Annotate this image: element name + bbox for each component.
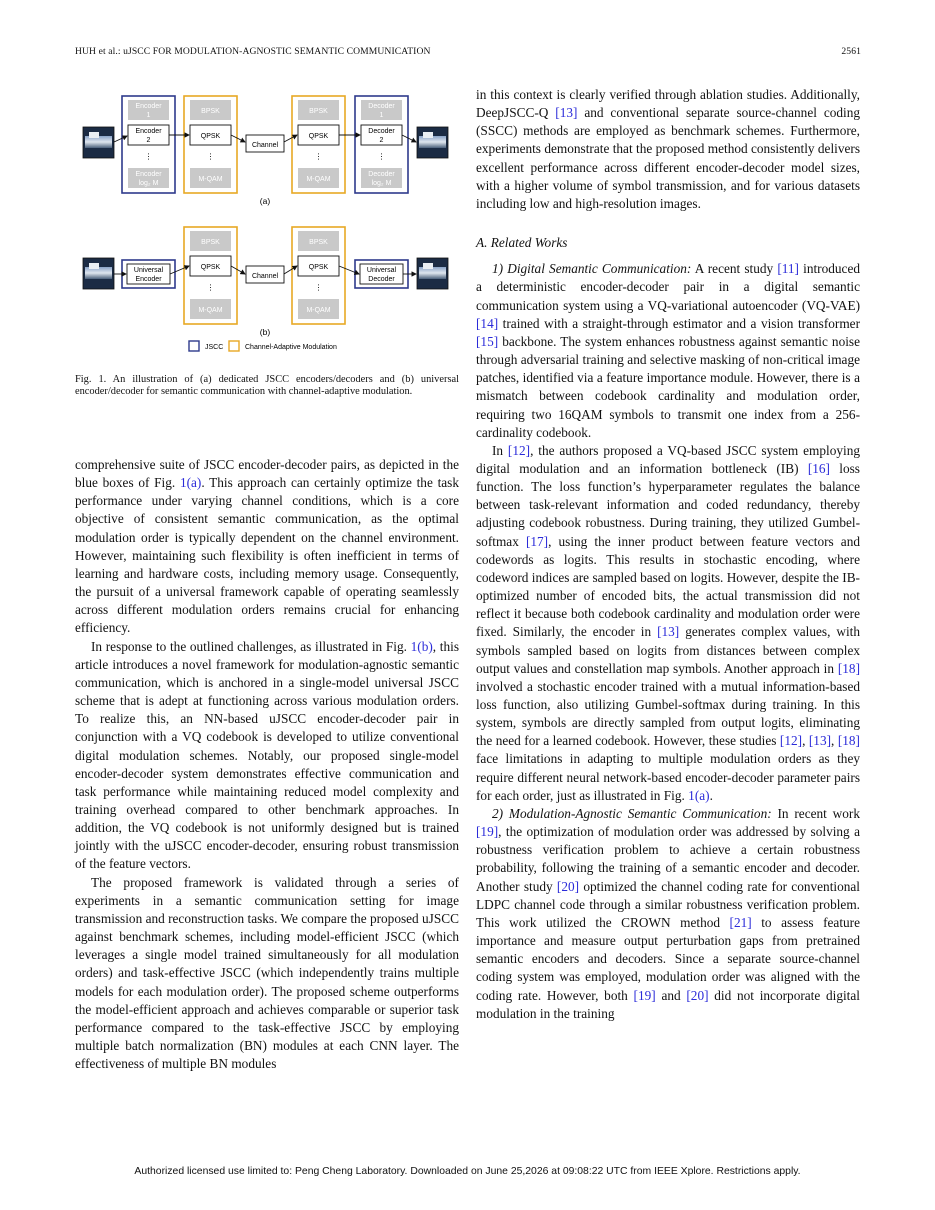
output-image-a: [417, 127, 448, 158]
citation-link[interactable]: [13]: [555, 105, 578, 121]
left-column: [75, 456, 459, 1073]
text: did not incorporate digital modulation in the training: [476, 987, 860, 1021]
bpsk-label: BPSK: [309, 239, 328, 246]
bpsk-label: BPSK: [309, 108, 328, 115]
universal-decoder-label: Universal: [366, 267, 397, 274]
mod-dots: ⋮: [206, 152, 215, 161]
input-image-a: [83, 127, 114, 158]
mod-dots: ⋮: [206, 283, 215, 292]
mod-dots: ⋮: [314, 283, 323, 292]
paragraph: [476, 86, 860, 213]
figure-ref[interactable]: 1(a): [688, 787, 710, 803]
encoder-1-index: 1: [146, 112, 151, 119]
text: optimized the channel coding rate for conventional LDPC channel code through a similar robustness verification problem. This work utilized the CROWN method: [476, 878, 860, 930]
legend-jscc-swatch: [189, 341, 199, 351]
encoder-2-index: 2: [146, 137, 151, 144]
text: . This approach can certainly optimize the task performance under varying channel conditions, which is a core objective of consistent semantic communication, as the optimal modulation order is typically dependent on the channel environment. However, maintaining such flexibility is often inefficient in terms of learning and hardware costs, including memory usage. Consequently, the pursuit of a universal framework capable of operating seamlessly across different modulation orders remains crucial for enhancing efficiency.: [75, 475, 459, 636]
text: in this context is clearly verified through ablation studies. Additionally, DeepJSCC-Q: [476, 87, 860, 121]
subfigure-label-b: (b): [259, 327, 271, 337]
figure-1a: [83, 96, 448, 206]
legend-cam-swatch: [229, 341, 239, 351]
text: .: [709, 787, 713, 803]
paragraph: [476, 805, 860, 1023]
paragraph: [75, 638, 459, 874]
encoder-log-index: log₂ M: [138, 180, 159, 187]
figure-ref[interactable]: 1(a): [179, 475, 202, 491]
text: loss function. The loss function’s hyperparameter regulates the balance between task-relevant information and coded redundancy, thereby adjusting codebook robustness. During training, they utilized Gumbel-softmax: [476, 460, 860, 549]
text: trained with a straight-through estimator and a vision transformer: [498, 315, 860, 331]
paragraph: [476, 260, 860, 442]
section-heading: A. Related Works: [476, 235, 568, 251]
text: introduced a deterministic encoder-decoder pair in a digital semantic communication system using a VQ-variational autoencoder (VQ-VAE): [476, 261, 861, 313]
citation-link[interactable]: [19]: [476, 824, 499, 840]
qpsk-label: QPSK: [308, 133, 329, 140]
citation-link[interactable]: [15]: [476, 333, 499, 349]
figure-ref[interactable]: 1(b): [410, 638, 433, 654]
paragraph: [476, 442, 860, 805]
mqam-label: M-QAM: [306, 176, 331, 183]
right-column: [476, 86, 860, 1023]
text: A recent study: [691, 261, 778, 277]
text: , the authors proposed a VQ-based JSCC system employing digital modulation and an information bottleneck (IB): [476, 442, 860, 476]
bpsk-label: BPSK: [201, 108, 220, 115]
citation-link[interactable]: [12]: [779, 733, 803, 749]
citation-link[interactable]: [16]: [807, 460, 830, 476]
text: , the optimization of modulation order was addressed by solving a robustness verification problem to achieve a certain robustness probability, following the training of a semantic encoder and decoder. Another study: [476, 824, 860, 894]
encoder-dots: ⋮: [144, 152, 153, 161]
encoder-1-label: Encoder: [135, 103, 162, 110]
mqam-label: M-QAM: [198, 176, 223, 183]
citation-link[interactable]: [14]: [476, 315, 499, 331]
text: and conventional separate source-channel coding (SSCC) methods are employed as benchmark schemes. Furthermore, experiments demonstrate that the proposed method consistently delivers excellent performance across different encoder-decoder model sizes, with a higher volume of symbol transmission, and for various datasets including low and high-resolution images.: [476, 105, 861, 211]
citation-link[interactable]: [20]: [686, 987, 709, 1003]
citation-link[interactable]: [13]: [657, 624, 680, 640]
text: to assess feature importance and measure output perturbation gaps from pretrained semantic encoders and decoders. Since a separate source-channel coding system was employed, modulation order was aligned with the coding rate. However, both: [476, 914, 860, 1003]
text: , this article introduces a novel framework for modulation-agnostic semantic communication, which is anchored in a single-model universal JSCC scheme that is adept at functioning across various modulation orders. To realize this, an NN-based uJSCC encoder-decoder pair in conjunction with a VQ codebook is developed to utilize conventional digital modulation schemes. Notably, our proposed single-model encoder-decoder system demonstrates effective communication and task performance while maintaining reduced model complexity and training overhead compared to other benchmark approaches. In addition, the VQ codebook is not uniformly designed but is trained jointly with the uJSCC encoder-decoder, ensuring robust transmission of the feature vectors.: [75, 638, 459, 872]
citation-link[interactable]: [12]: [507, 442, 531, 458]
text: comprehensive suite of JSCC encoder-decoder pairs, as depicted in the blue boxes of Fig.: [75, 457, 459, 491]
figure-legend: [189, 341, 337, 351]
decoder-1-label: Decoder: [368, 103, 395, 110]
bpsk-label: BPSK: [201, 239, 220, 246]
channel-a-label: Channel: [251, 142, 279, 149]
universal-encoder-label-2: Encoder: [135, 276, 162, 283]
page-number: 2561: [841, 46, 861, 57]
text: generates complex values, with symbols sampled based on logits from distances between complex output values and constellation map symbols. Another approach in: [476, 624, 861, 676]
citation-link[interactable]: [18]: [837, 660, 860, 676]
citation-link[interactable]: [19]: [633, 987, 656, 1003]
citation-link[interactable]: [21]: [729, 914, 752, 930]
encoder-log-label: Encoder: [135, 171, 162, 178]
license-footer: Authorized licensed use limited to: Peng Cheng Laboratory. Downloaded on June 25,2026 at 09:08:22 UTC from IEEE Xplore. Restrictions apply.: [134, 1166, 801, 1177]
mod-dots: ⋮: [314, 152, 323, 161]
text: and: [655, 987, 687, 1003]
text: , using the inner product between feature vectors and codewords as logits. This results in stochastic encoding, where codeword indices are sampled based on logits. However, despite the IB-optimized number of encoded bits, the actual transmission did not reflect it because both codebook cardinality and modulation order were fixed. Similarly, the encoder in: [476, 533, 860, 640]
subsection-lead: 2) Modulation-Agnostic Semantic Communication:: [492, 805, 772, 821]
qpsk-label: QPSK: [308, 264, 329, 271]
subsection-lead: 1) Digital Semantic Communication:: [492, 261, 692, 277]
text: ,: [831, 733, 838, 749]
qpsk-label: QPSK: [200, 133, 221, 140]
citation-link[interactable]: [20]: [556, 878, 580, 894]
text: backbone. The system enhances robustness against semantic noise through adversarial training and selective masking of non-critical image patches, identified via a feature importance module. However, there is a mismatch between codebook cardinality and modulation order, requiring two 16QAM symbols to transmit one index from a 256-cardinality codebook.: [476, 333, 860, 440]
paragraph: [75, 456, 459, 638]
figure-caption: Fig. 1. An illustration of (a) dedicated JSCC encoders/decoders and (b) universal encoder/decoder for semantic communication with channel-adaptive modulation.: [75, 374, 459, 398]
text: In response to the outlined challenges, as illustrated in Fig.: [91, 638, 411, 654]
citation-link[interactable]: [17]: [525, 533, 549, 549]
figure-1b: [83, 227, 448, 337]
citation-link[interactable]: [18]: [837, 733, 860, 749]
mqam-label: M-QAM: [306, 307, 331, 314]
decoder-log-index: log₂ M: [371, 180, 392, 187]
channel-b-label: Channel: [251, 273, 279, 280]
qpsk-label: QPSK: [200, 264, 221, 271]
text: face limitations in adapting to multiple modulation orders as they require different neural network-based encoder-decoder parameter pairs for each order, just as illustrated in Fig.: [476, 751, 860, 803]
figure-1: [75, 86, 459, 366]
text: ,: [802, 733, 809, 749]
decoder-dots: ⋮: [377, 152, 386, 161]
decoder-2-index: 2: [379, 137, 384, 144]
citation-link[interactable]: [11]: [777, 261, 799, 277]
subfigure-label-a: (a): [259, 196, 271, 206]
decoder-2-label: Decoder: [368, 128, 395, 135]
output-image-b: [417, 258, 448, 289]
encoder-2-label: Encoder: [135, 128, 162, 135]
universal-encoder-label: Universal: [133, 267, 164, 274]
universal-decoder-label-2: Decoder: [368, 276, 395, 283]
running-header: HUH et al.: uJSCC FOR MODULATION-AGNOSTIC SEMANTIC COMMUNICATION: [75, 46, 431, 57]
text: In recent work: [771, 805, 860, 821]
legend-jscc-label: JSCC: [205, 344, 224, 351]
input-image-b: [83, 258, 114, 289]
text: In: [492, 442, 508, 458]
citation-link[interactable]: [13]: [808, 733, 832, 749]
decoder-log-label: Decoder: [368, 171, 395, 178]
legend-cam-label: Channel-Adaptive Modulation: [245, 344, 337, 351]
text: involved a stochastic encoder trained with a mutual information-based loss function, also utilizing Gumbel-softmax during training. In this system, symbols are directly sampled from output logits, eliminating the need for a learned codebook. However, these studies: [476, 678, 860, 749]
decoder-1-index: 1: [379, 112, 384, 119]
mqam-label: M-QAM: [198, 307, 223, 314]
paragraph: The proposed framework is validated through a series of experiments in a semantic communication setting for image transmission and reconstruction tasks. We compare the proposed uJSCC against benchmark schemes, including model-efficient JSCC (which leverages a single model trained simultaneously for all modulation orders) and task-effective JSCC (which independently trains multiple models for each modulation order). The proposed scheme outperforms the model-efficient approach and achieves comparable or superior task performance compared to the task-effective JSCC by employing multiple batch normalization (BN) modules at each CNN layer. The effectiveness of multiple BN modules: [75, 874, 459, 1072]
